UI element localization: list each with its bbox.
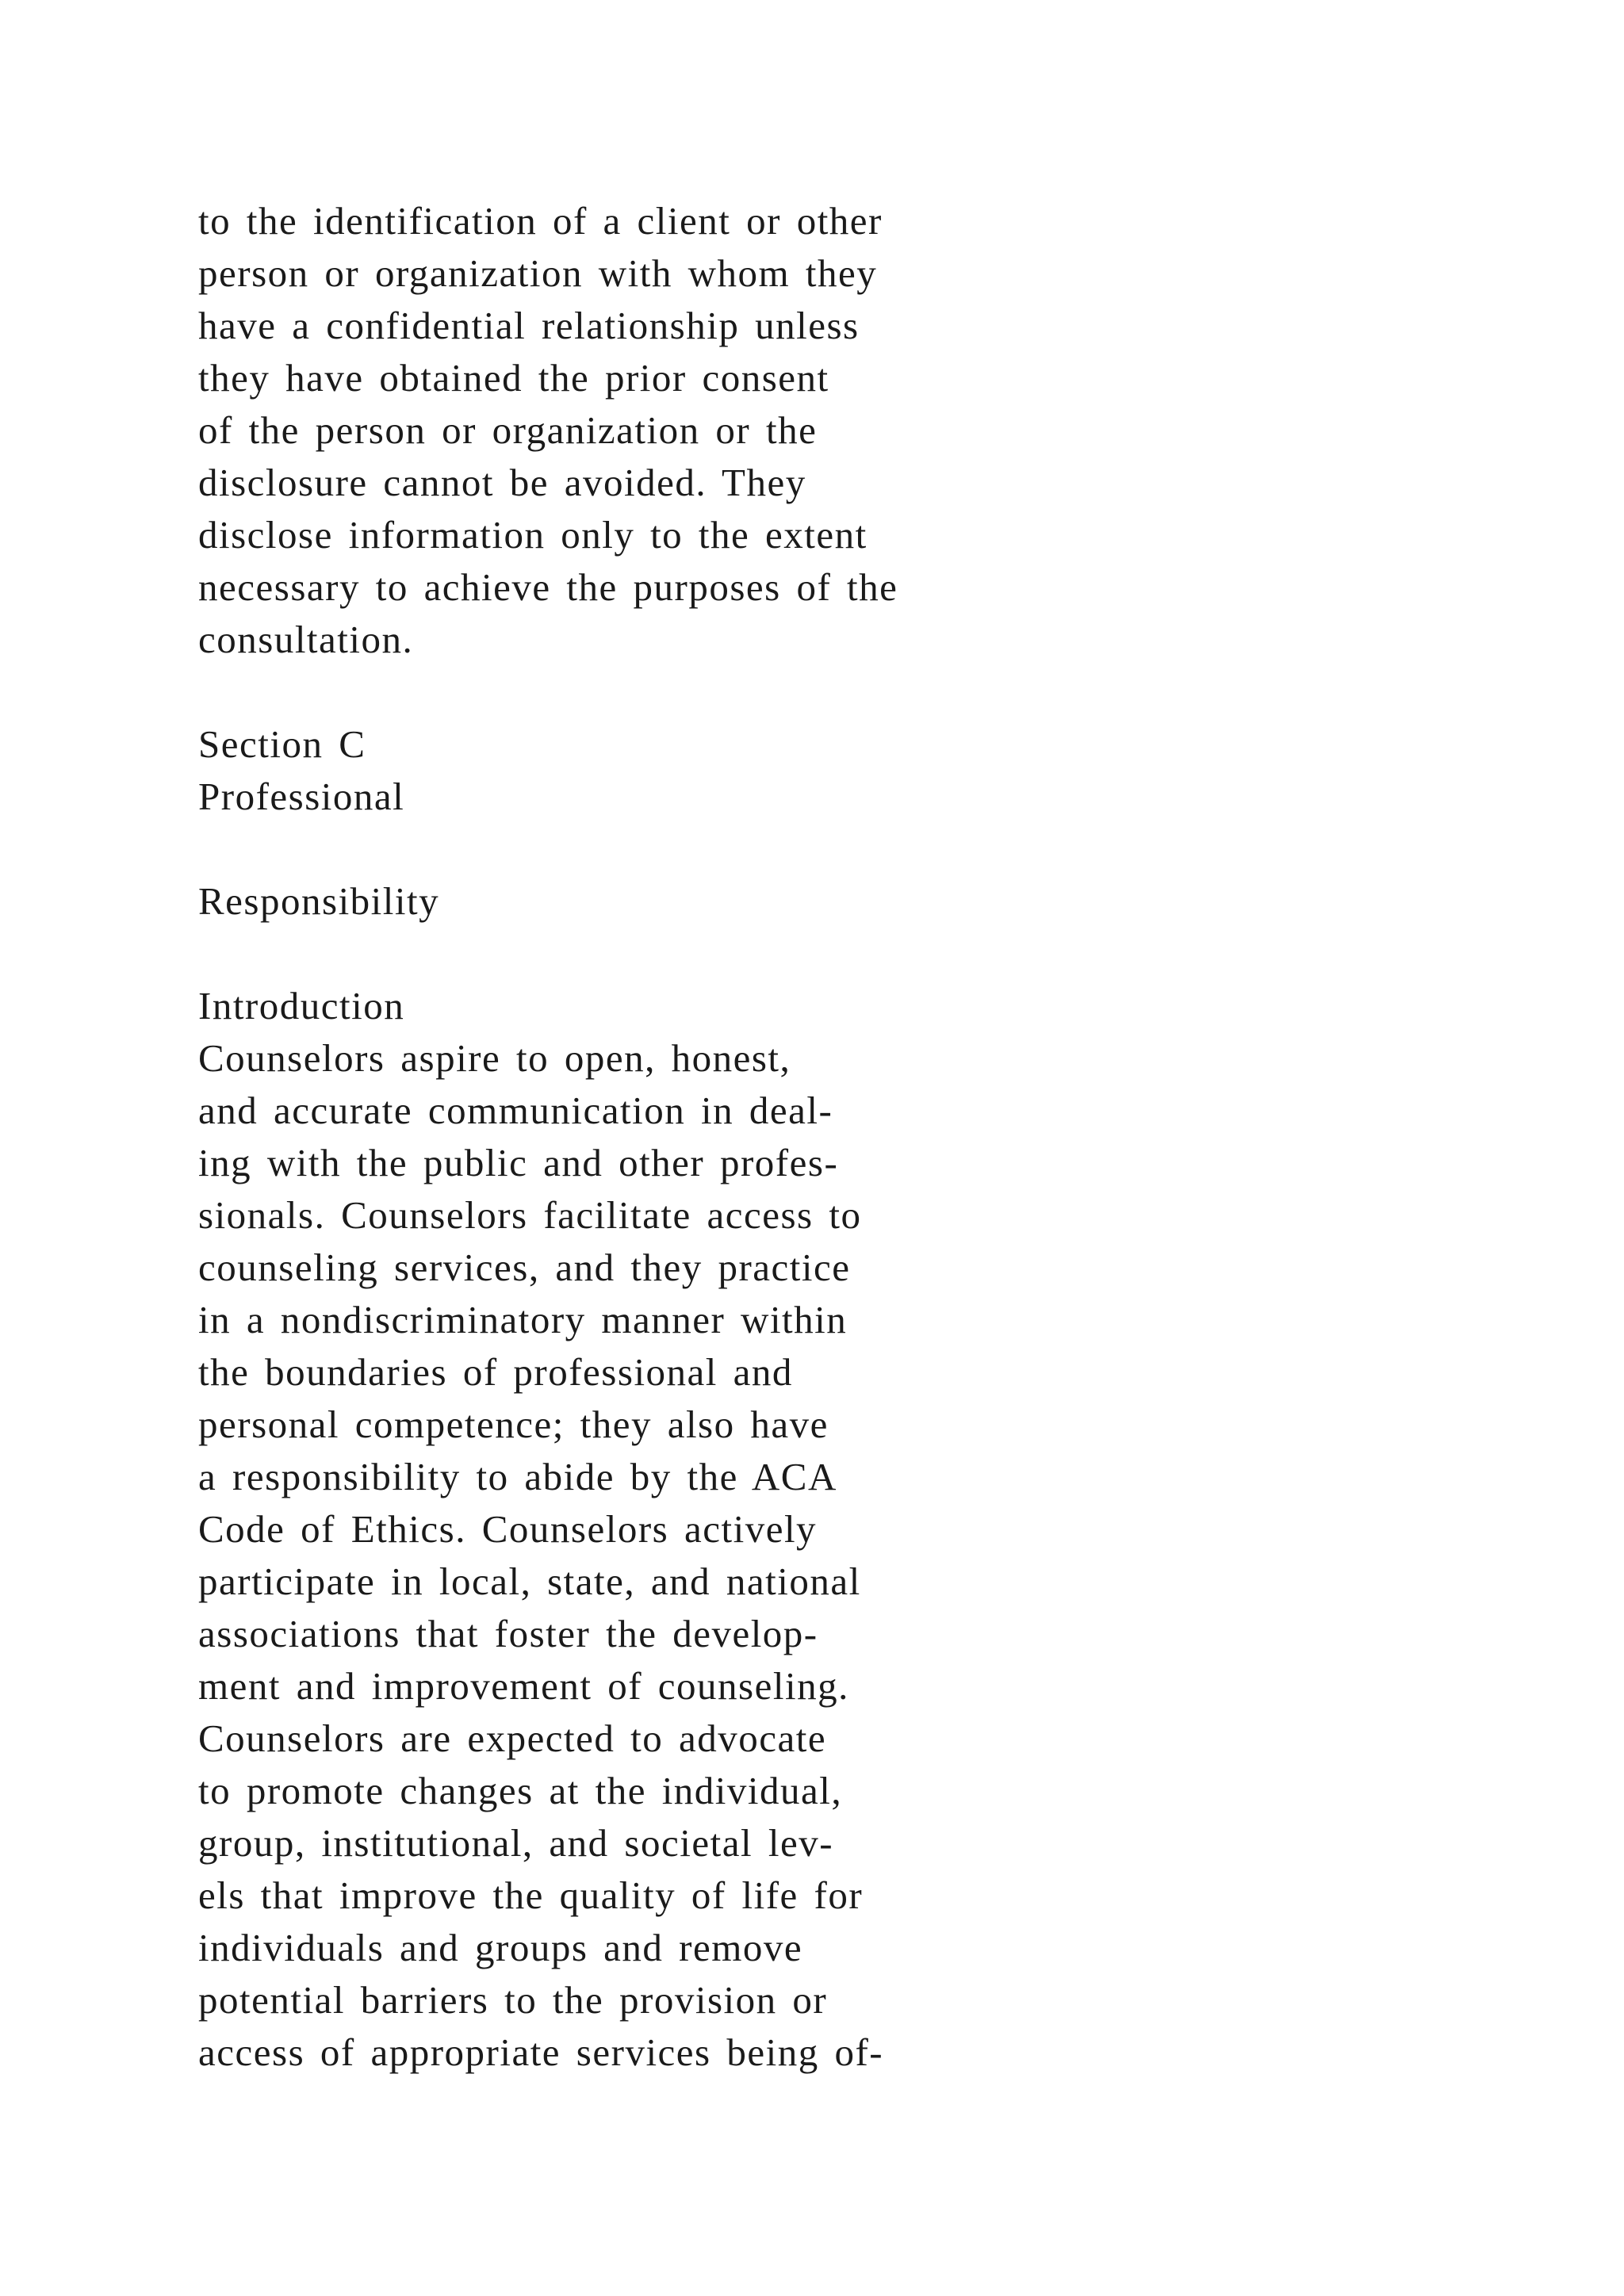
spacer — [198, 823, 1388, 875]
text-line: participate in local, state, and national — [198, 1559, 861, 1603]
text-line: to the identification of a client or other — [198, 199, 883, 243]
text-column — [198, 195, 1388, 2079]
text-line: of the person or organization or the — [198, 408, 818, 452]
section-title: Responsibility — [198, 879, 440, 923]
introduction-heading: Introduction — [198, 984, 405, 1027]
text-line: consultation. — [198, 618, 414, 661]
text-line: group, institutional, and societal lev- — [198, 1821, 834, 1865]
section-title: Professional — [198, 775, 405, 818]
text-line: ing with the public and other profes- — [198, 1141, 839, 1184]
text-line: the boundaries of professional and — [198, 1350, 793, 1394]
text-line: disclosure cannot be avoided. They — [198, 461, 806, 504]
text-line: Counselors are expected to advocate — [198, 1716, 827, 1760]
text-line: individuals and groups and remove — [198, 1926, 803, 1969]
text-line: ment and improvement of counseling. — [198, 1664, 849, 1708]
text-line: disclose information only to the extent — [198, 513, 868, 557]
text-line: access of appropriate services being of- — [198, 2030, 884, 2074]
text-line: they have obtained the prior consent — [198, 356, 829, 400]
spacer — [198, 666, 1388, 718]
text-line: in a nondiscriminatory manner within — [198, 1298, 848, 1341]
text-line: have a confidential relationship unless — [198, 304, 860, 347]
text-line: person or organization with whom they — [198, 251, 878, 295]
introduction-paragraph — [198, 1032, 1388, 2079]
section-label: Section C — [198, 722, 366, 766]
text-line: els that improve the quality of life for — [198, 1873, 864, 1917]
text-line: and accurate communication in deal- — [198, 1089, 833, 1132]
confidentiality-paragraph — [198, 195, 1388, 666]
spacer — [198, 928, 1388, 980]
text-line: sionals. Counselors facilitate access to — [198, 1193, 862, 1237]
text-line: personal competence; they also have — [198, 1402, 829, 1446]
text-line: Code of Ethics. Counselors actively — [198, 1507, 818, 1551]
text-line: a responsibility to abide by the ACA — [198, 1455, 837, 1498]
text-line: potential barriers to the provision or — [198, 1978, 828, 2022]
text-line: counseling services, and they practice — [198, 1246, 851, 1289]
text-line: Counselors aspire to open, honest, — [198, 1036, 791, 1080]
text-line: necessary to achieve the purposes of the — [198, 565, 898, 609]
text-line: associations that foster the develop- — [198, 1612, 818, 1655]
text-line: to promote changes at the individual, — [198, 1769, 843, 1812]
